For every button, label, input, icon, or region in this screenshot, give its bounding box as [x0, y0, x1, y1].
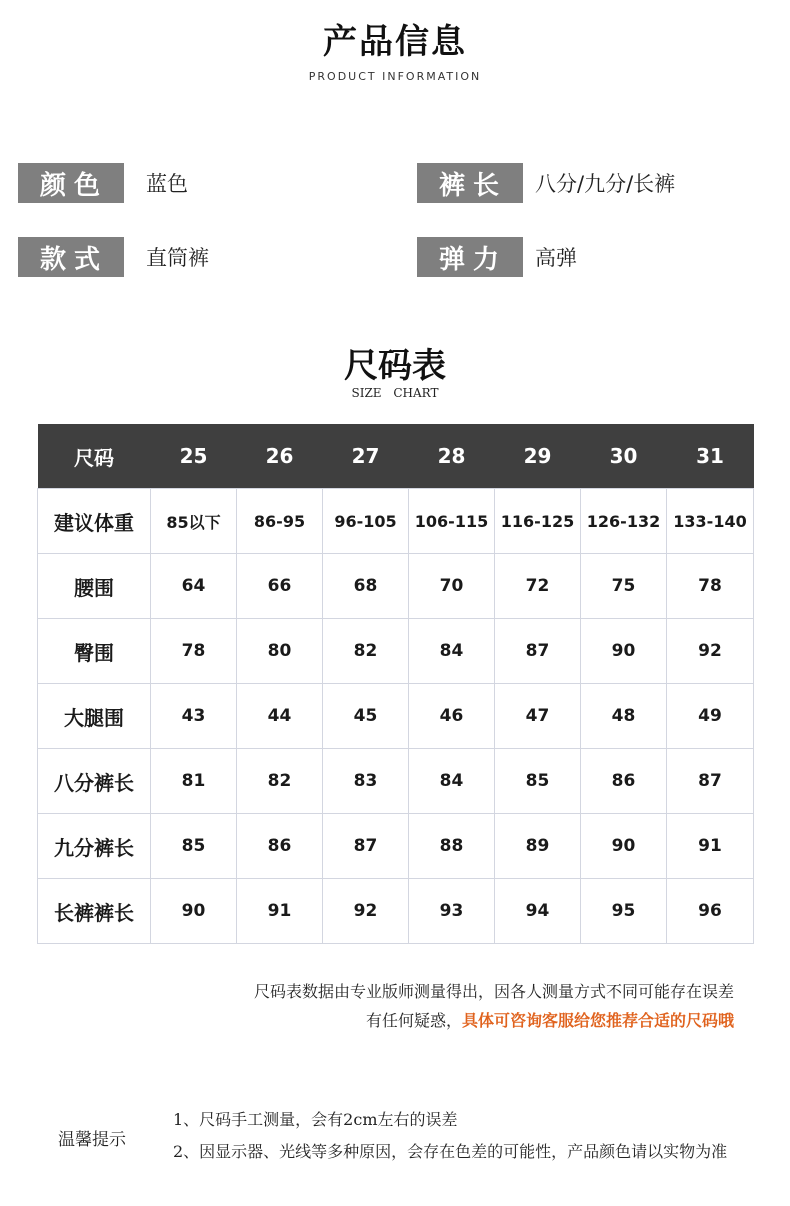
table-cell: 68 — [323, 554, 409, 619]
table-cell: 75 — [581, 554, 667, 619]
table-cell: 95 — [581, 879, 667, 944]
table-cell: 46 — [409, 684, 495, 749]
table-cell: 90 — [581, 619, 667, 684]
table-cell: 126-132 — [581, 489, 667, 554]
row-label: 九分裤长 — [38, 814, 151, 879]
table-cell: 48 — [581, 684, 667, 749]
attribute-style — [18, 237, 209, 277]
size-note-line-1: 尺码表数据由专业版师测量得出，因各人测量方式不同可能存在误差 — [253, 982, 734, 1001]
row-label: 八分裤长 — [38, 749, 151, 814]
table-cell: 96 — [667, 879, 754, 944]
table-cell: 94 — [495, 879, 581, 944]
table-row — [38, 489, 754, 554]
header-cell: 25 — [151, 424, 237, 489]
tip-item: 2、因显示器、光线等多种原因，会存在色差的可能性，产品颜色请以实物为准 — [173, 1142, 728, 1161]
header-cell: 28 — [409, 424, 495, 489]
table-cell: 116-125 — [495, 489, 581, 554]
attribute-stretch — [417, 237, 577, 277]
attribute-label: 款式 — [18, 237, 124, 277]
attribute-value: 高弹 — [535, 246, 577, 270]
table-cell: 93 — [409, 879, 495, 944]
table-cell: 87 — [495, 619, 581, 684]
table-cell: 45 — [323, 684, 409, 749]
table-cell: 92 — [667, 619, 754, 684]
size-table — [37, 424, 754, 944]
table-cell: 86-95 — [237, 489, 323, 554]
table-cell: 96-105 — [323, 489, 409, 554]
table-cell: 84 — [409, 619, 495, 684]
header-cell: 27 — [323, 424, 409, 489]
table-cell: 84 — [409, 749, 495, 814]
table-cell: 92 — [323, 879, 409, 944]
table-cell: 64 — [151, 554, 237, 619]
table-cell: 85 — [495, 749, 581, 814]
table-cell: 49 — [667, 684, 754, 749]
attribute-value: 蓝色 — [146, 172, 188, 196]
tips-label: 温馨提示 — [58, 1130, 126, 1150]
table-header-row — [38, 424, 754, 489]
table-cell: 78 — [151, 619, 237, 684]
attribute-label: 颜色 — [18, 163, 124, 203]
row-label: 建议体重 — [38, 489, 151, 554]
attribute-value: 直筒裤 — [146, 246, 209, 270]
table-row — [38, 684, 754, 749]
header-cell: 26 — [237, 424, 323, 489]
table-cell: 43 — [151, 684, 237, 749]
table-cell: 85 — [151, 814, 237, 879]
row-label: 腰围 — [38, 554, 151, 619]
page-subtitle: PRODUCT INFORMATION — [308, 70, 482, 83]
table-cell: 86 — [581, 749, 667, 814]
table-cell: 91 — [667, 814, 754, 879]
note-prefix: 有任何疑惑， — [365, 1011, 462, 1030]
table-cell: 85以下 — [151, 489, 237, 554]
table-cell: 83 — [323, 749, 409, 814]
table-cell: 86 — [237, 814, 323, 879]
table-cell: 87 — [323, 814, 409, 879]
row-label: 大腿围 — [38, 684, 151, 749]
header-cell: 30 — [581, 424, 667, 489]
attribute-label: 裤长 — [417, 163, 523, 203]
table-cell: 82 — [237, 749, 323, 814]
table-cell: 81 — [151, 749, 237, 814]
size-chart-subtitle: SIZE CHART — [351, 386, 439, 400]
table-row — [38, 749, 754, 814]
table-cell: 66 — [237, 554, 323, 619]
table-cell: 106-115 — [409, 489, 495, 554]
table-cell: 70 — [409, 554, 495, 619]
table-cell: 72 — [495, 554, 581, 619]
header-cell: 尺码 — [38, 424, 151, 489]
row-label: 长裤裤长 — [38, 879, 151, 944]
attribute-value: 八分/九分/长裤 — [535, 172, 676, 196]
table-cell: 89 — [495, 814, 581, 879]
table-cell: 82 — [323, 619, 409, 684]
table-cell: 90 — [581, 814, 667, 879]
table-cell: 44 — [237, 684, 323, 749]
table-row — [38, 814, 754, 879]
header-cell: 31 — [667, 424, 754, 489]
attribute-label: 弹力 — [417, 237, 523, 277]
table-cell: 47 — [495, 684, 581, 749]
table-cell: 133-140 — [667, 489, 754, 554]
attribute-color — [18, 163, 188, 203]
size-note-line-2 — [366, 1008, 734, 1031]
note-highlight: 具体可咨询客服给您推荐合适的尺码哦 — [461, 1011, 734, 1030]
table-cell: 88 — [409, 814, 495, 879]
row-label: 臀围 — [38, 619, 151, 684]
table-cell: 91 — [237, 879, 323, 944]
size-chart-title: 尺码表 — [344, 346, 446, 386]
tip-item: 1、尺码手工测量，会有2cm左右的误差 — [173, 1110, 458, 1129]
table-cell: 90 — [151, 879, 237, 944]
table-row — [38, 554, 754, 619]
page-title: 产品信息 — [323, 22, 467, 62]
table-row — [38, 879, 754, 944]
table-row — [38, 619, 754, 684]
attribute-length — [417, 163, 675, 203]
table-cell: 87 — [667, 749, 754, 814]
table-cell: 80 — [237, 619, 323, 684]
header-cell: 29 — [495, 424, 581, 489]
table-cell: 78 — [667, 554, 754, 619]
